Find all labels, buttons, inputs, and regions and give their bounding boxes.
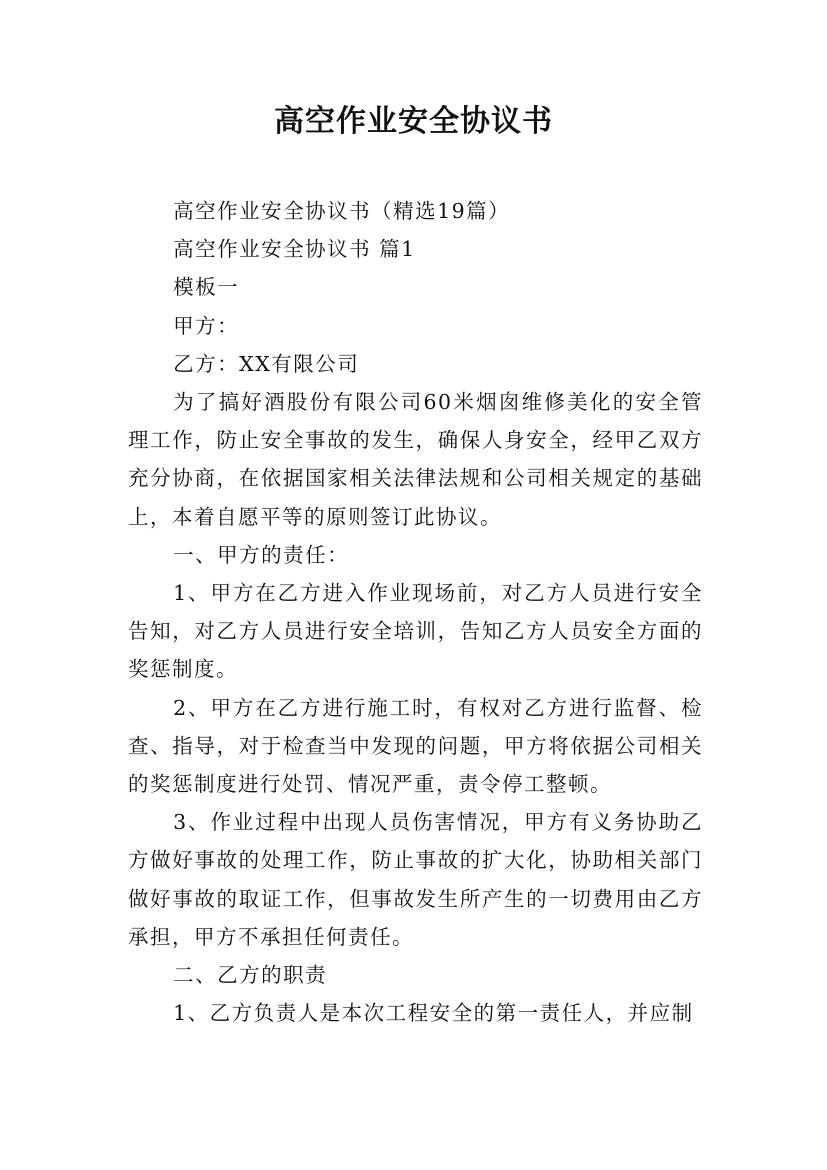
document-body xyxy=(128,192,703,1032)
document-title: 高空作业安全协议书 xyxy=(274,104,553,139)
paragraph-party-b: 乙方：XX有限公司 xyxy=(173,351,360,376)
paragraph-clause-b1: 1、乙方负责人是本次工程安全的第一责任人，并应制 xyxy=(173,1001,694,1026)
paragraph-preamble: 为了搞好酒股份有限公司60米烟囱维修美化的安全管理工作，防止安全事故的发生，确保人身安全，经甲乙双方充分协商，在依据国家相关法律法规和公司相关规定的基础上，本着自愿平等的原则签订此协议。 xyxy=(128,390,703,529)
paragraph-subtitle: 高空作业安全协议书（精选19篇） xyxy=(173,199,511,223)
paragraph-template-label: 模板一 xyxy=(173,275,240,300)
paragraph-party-a: 甲方： xyxy=(173,313,240,338)
paragraph-clause-a3: 3、作业过程中出现人员伤害情况，甲方有义务协助乙方做好事故的处理工作，防止事故的扩大化，协助相关部门做好事故的取证工作，但事故发生所产生的一切费用由乙方承担，甲方不承担任何责任。 xyxy=(128,810,703,949)
paragraph-clause-a1: 1、甲方在乙方进入作业现场前，对乙方人员进行安全告知，对乙方人员进行安全培训，告知乙方人员安全方面的奖惩制度。 xyxy=(128,581,703,682)
paragraph-heading-party-a-duties: 一、甲方的责任： xyxy=(173,542,350,567)
paragraph-section-heading: 高空作业安全协议书 篇1 xyxy=(173,237,416,262)
paragraph-clause-a2: 2、甲方在乙方进行施工时，有权对乙方进行监督、检查、指导，对于检查当中发现的问题，甲方将依据公司相关的奖惩制度进行处罚、情况严重，责令停工整顿。 xyxy=(128,695,703,797)
paragraph-heading-party-b-duties: 二、乙方的职责 xyxy=(173,963,328,988)
